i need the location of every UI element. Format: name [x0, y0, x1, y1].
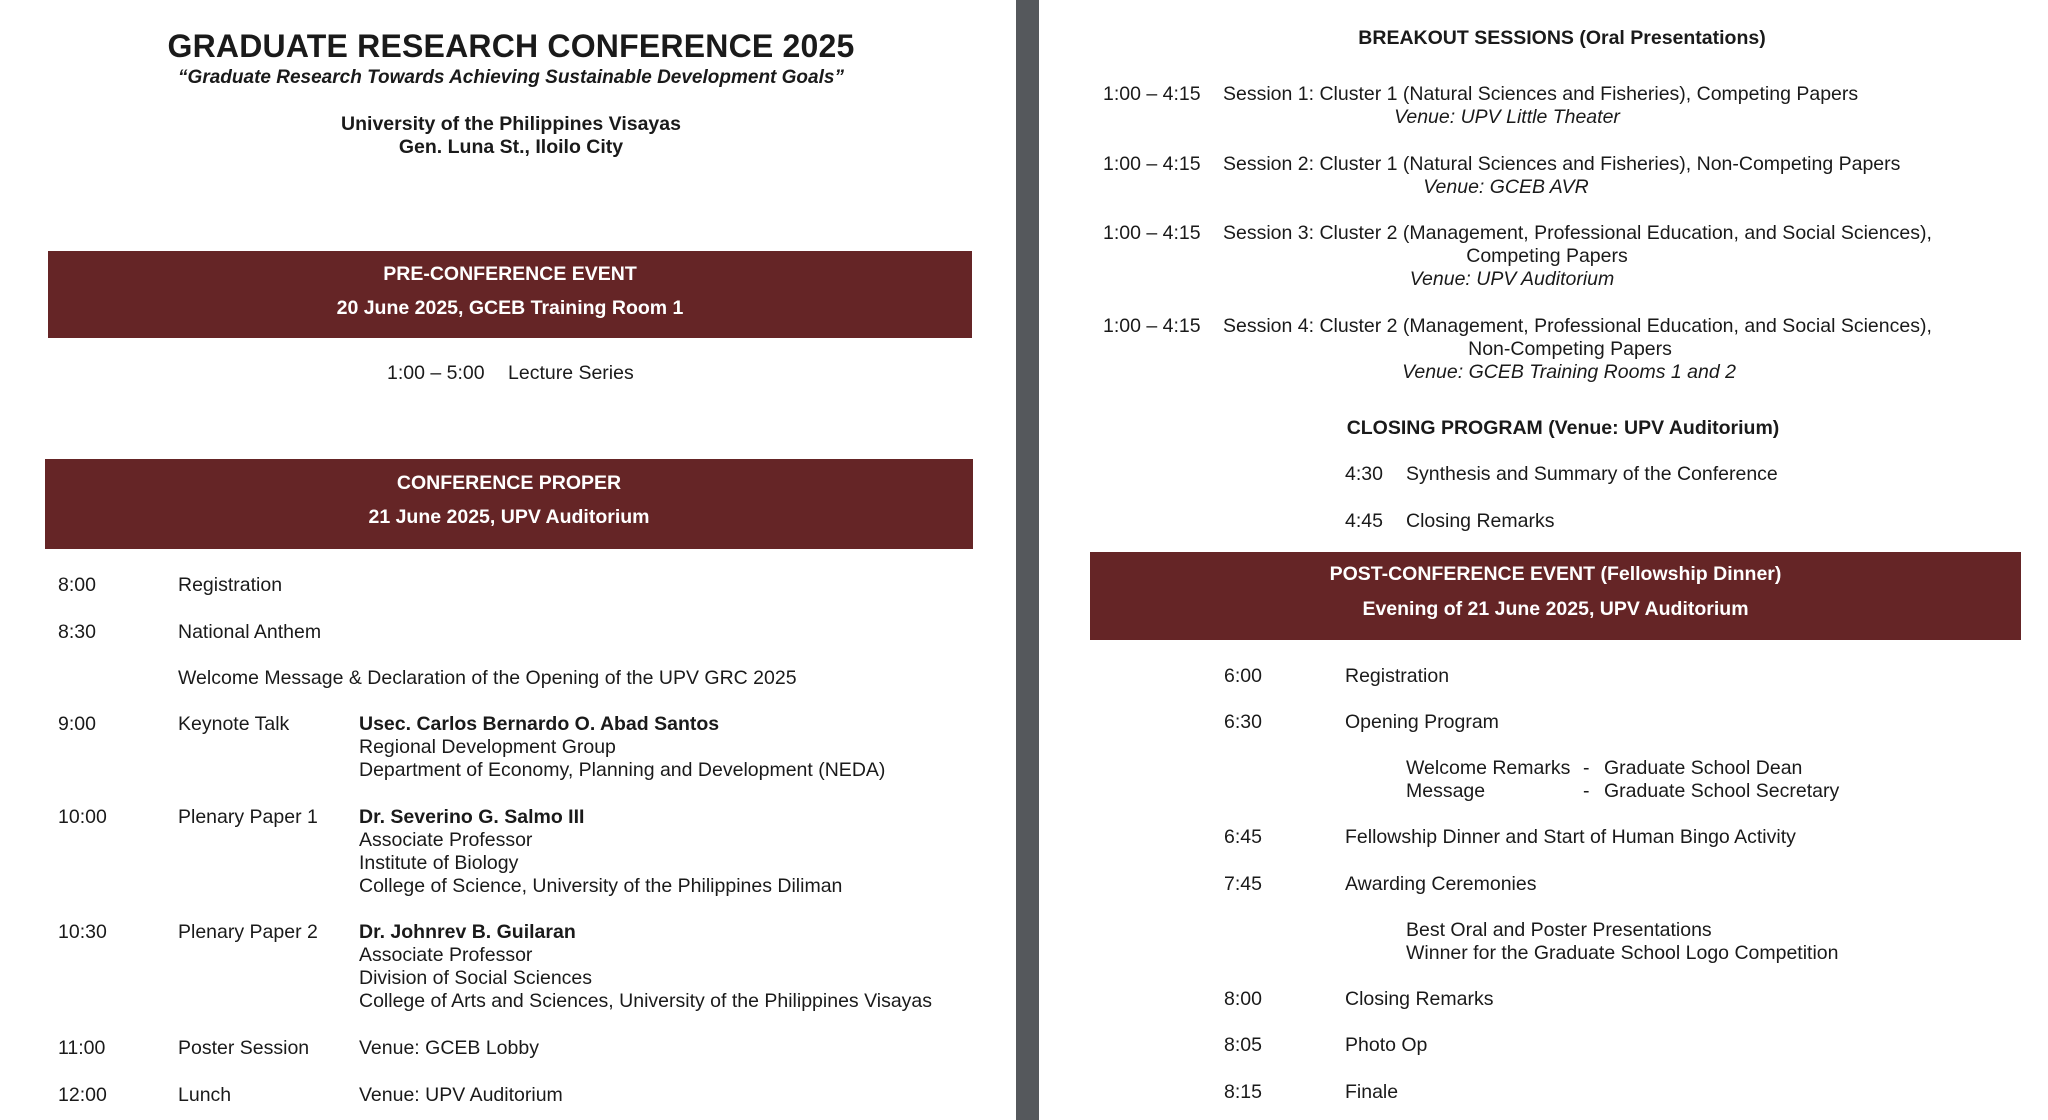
pre-conference-band	[48, 251, 972, 338]
item-time: 9:00	[58, 713, 96, 735]
item-time: 12:00	[58, 1084, 107, 1106]
pre-conference-activity: Lecture Series	[508, 362, 634, 384]
closing-program-heading: CLOSING PROGRAM (Venue: UPV Auditorium)	[1346, 417, 1780, 439]
item-activity: Welcome Message & Declaration of the Opening of the UPV GRC 2025	[178, 667, 797, 689]
session-title: Session 4: Cluster 2 (Management, Professional Education, and Social Sciences),	[1223, 315, 1932, 337]
post-conference-heading: POST-CONFERENCE EVENT (Fellowship Dinner)	[1329, 563, 1782, 585]
item-time: 6:30	[1224, 711, 1262, 733]
conference-proper-band	[45, 459, 973, 549]
session-venue: Venue: GCEB AVR	[1423, 176, 1589, 198]
speaker-name: Dr. Severino G. Salmo III	[359, 806, 585, 828]
speaker-block	[359, 921, 932, 1013]
item-activity: Plenary Paper 1	[178, 806, 318, 828]
sub-dash: -	[1583, 757, 1590, 779]
speaker-detail: Institute of Biology	[359, 852, 519, 874]
item-time: 8:30	[58, 621, 96, 643]
speaker-detail: College of Arts and Sciences, University of the Philippines Visayas	[359, 990, 933, 1012]
post-conference-date: Evening of 21 June 2025, UPV Auditorium	[1362, 598, 1749, 620]
pre-conference-date: 20 June 2025, GCEB Training Room 1	[336, 297, 684, 319]
item-time: 4:30	[1345, 463, 1383, 485]
session-title: Session 3: Cluster 2 (Management, Professional Education, and Social Sciences),	[1223, 222, 1932, 244]
item-time: 6:45	[1224, 826, 1262, 848]
speaker-block	[359, 713, 885, 782]
session-title: Session 1: Cluster 1 (Natural Sciences and Fisheries), Competing Papers	[1223, 83, 1859, 105]
item-venue: Venue: UPV Auditorium	[359, 1084, 563, 1106]
venue-line-1: University of the Philippines Visayas	[341, 113, 681, 135]
item-venue: Venue: GCEB Lobby	[359, 1037, 539, 1059]
session-time: 1:00 – 4:15	[1103, 315, 1201, 337]
item-time: 8:00	[1224, 988, 1262, 1010]
session-time: 1:00 – 4:15	[1103, 83, 1201, 105]
sub-dash: -	[1583, 780, 1590, 802]
item-activity: Keynote Talk	[178, 713, 290, 735]
item-time: 7:45	[1224, 873, 1262, 895]
item-activity: Closing Remarks	[1345, 988, 1494, 1010]
item-time: 8:00	[58, 574, 96, 596]
item-time: 8:15	[1224, 1081, 1262, 1103]
speaker-detail: Regional Development Group	[359, 736, 616, 758]
sub-who: Graduate School Secretary	[1604, 780, 1840, 802]
speaker-detail: Associate Professor	[359, 944, 533, 966]
sub-who: Graduate School Dean	[1604, 757, 1803, 779]
item-activity: Opening Program	[1345, 711, 1499, 733]
conference-proper-date: 21 June 2025, UPV Auditorium	[368, 506, 650, 528]
pre-conference-heading: PRE-CONFERENCE EVENT	[383, 263, 637, 285]
page-gutter	[1016, 0, 1039, 1120]
speaker-block	[359, 806, 842, 898]
item-activity: Lunch	[178, 1084, 232, 1106]
item-activity: Closing Remarks	[1406, 510, 1555, 532]
conference-title: GRADUATE RESEARCH CONFERENCE 2025	[167, 28, 855, 64]
award-item: Best Oral and Poster Presentations	[1406, 919, 1712, 941]
sub-label: Message	[1406, 780, 1486, 802]
speaker-name: Usec. Carlos Bernardo O. Abad Santos	[359, 713, 720, 735]
session-time: 1:00 – 4:15	[1103, 222, 1201, 244]
speaker-detail: College of Science, University of the Philippines Diliman	[359, 875, 843, 897]
session-venue: Venue: GCEB Training Rooms 1 and 2	[1402, 361, 1736, 383]
pre-conference-time: 1:00 – 5:00	[387, 362, 485, 384]
item-activity: Plenary Paper 2	[178, 921, 318, 943]
session-title: Session 2: Cluster 1 (Natural Sciences and Fisheries), Non-Competing Papers	[1223, 153, 1901, 175]
speaker-detail: Associate Professor	[359, 829, 533, 851]
item-time: 8:05	[1224, 1034, 1262, 1056]
item-time: 10:30	[58, 921, 107, 943]
item-activity: Photo Op	[1345, 1034, 1428, 1056]
award-item: Winner for the Graduate School Logo Competition	[1406, 942, 1839, 964]
speaker-detail: Division of Social Sciences	[359, 967, 593, 989]
session-title-continued: Non-Competing Papers	[1468, 338, 1672, 360]
conference-theme: “Graduate Research Towards Achieving Sustainable Development Goals”	[178, 67, 844, 88]
venue-line-2: Gen. Luna St., Iloilo City	[398, 136, 624, 158]
post-conference-band	[1090, 552, 2021, 640]
speaker-name: Dr. Johnrev B. Guilaran	[359, 921, 576, 943]
item-activity: Fellowship Dinner and Start of Human Bingo Activity	[1345, 826, 1796, 848]
item-activity: Poster Session	[178, 1037, 310, 1059]
item-activity: Finale	[1345, 1081, 1399, 1103]
item-time: 4:45	[1345, 510, 1383, 532]
session-venue: Venue: UPV Little Theater	[1394, 106, 1620, 128]
right-page	[1039, 0, 2048, 1120]
conference-proper-heading: CONFERENCE PROPER	[396, 472, 622, 494]
breakout-heading: BREAKOUT SESSIONS (Oral Presentations)	[1358, 27, 1766, 49]
item-time: 11:00	[58, 1037, 106, 1059]
left-page	[0, 0, 1016, 1120]
item-activity: National Anthem	[178, 621, 322, 643]
session-title-continued: Competing Papers	[1466, 245, 1628, 267]
item-time: 10:00	[58, 806, 107, 828]
item-activity: Synthesis and Summary of the Conference	[1406, 463, 1778, 485]
sub-label: Welcome Remarks	[1406, 757, 1571, 779]
item-activity: Awarding Ceremonies	[1345, 873, 1537, 895]
speaker-detail: Department of Economy, Planning and Development (NEDA)	[359, 759, 886, 781]
session-venue: Venue: UPV Auditorium	[1409, 268, 1615, 290]
item-activity: Registration	[178, 574, 283, 596]
item-time: 6:00	[1224, 665, 1262, 687]
item-activity: Registration	[1345, 665, 1450, 687]
session-time: 1:00 – 4:15	[1103, 153, 1201, 175]
